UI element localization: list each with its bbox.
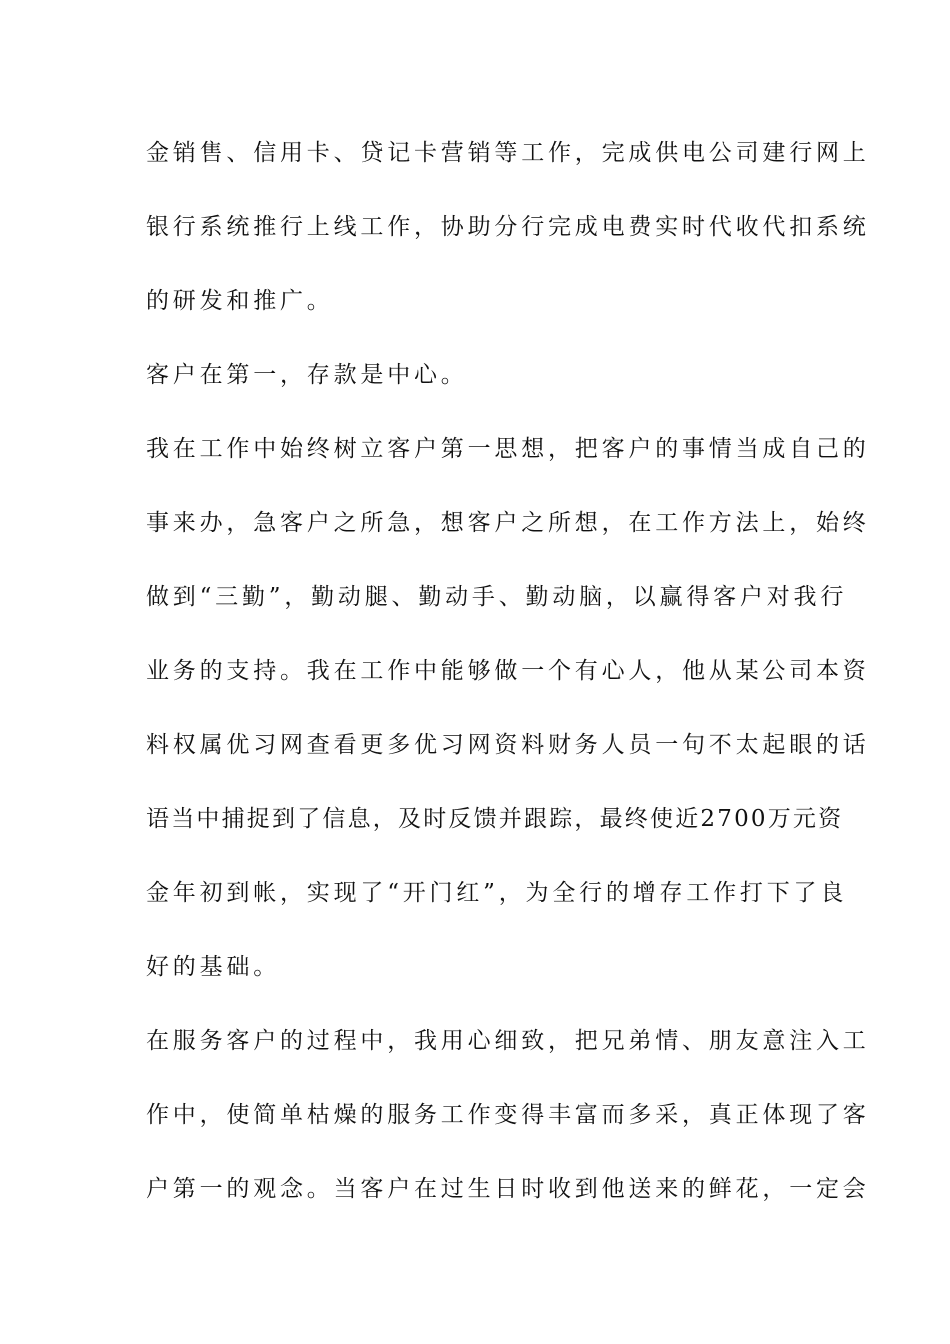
text-line: 金年初到帐，实现了“开门红”，为全行的增存工作打下了良 bbox=[146, 880, 848, 906]
text-line: 语当中捕捉到了信息，及时反馈并跟踪，最终使近2700万元资 bbox=[146, 806, 844, 832]
text-line: 好的基础。 bbox=[146, 954, 280, 980]
text-line: 作中，使简单枯燥的服务工作变得丰富而多采，真正体现了客 bbox=[146, 1102, 870, 1128]
text-line: 银行系统推行上线工作，协助分行完成电费实时代收代扣系统 bbox=[146, 214, 870, 240]
text-line: 在服务客户的过程中，我用心细致，把兄弟情、朋友意注入工 bbox=[146, 1028, 870, 1054]
text-line: 料权属优习网查看更多优习网资料财务人员一句不太起眼的话 bbox=[146, 732, 870, 758]
text-line: 我在工作中始终树立客户第一思想，把客户的事情当成自己的 bbox=[146, 436, 870, 462]
text-line: 金销售、信用卡、贷记卡营销等工作，完成供电公司建行网上 bbox=[146, 140, 870, 166]
text-line: 业务的支持。我在工作中能够做一个有心人，他从某公司本资 bbox=[146, 658, 870, 684]
text-line: 客户在第一，存款是中心。 bbox=[146, 362, 468, 388]
text-line: 的研发和推广。 bbox=[146, 288, 334, 314]
text-line: 事来办，急客户之所急，想客户之所想，在工作方法上，始终 bbox=[146, 510, 870, 536]
text-line: 做到“三勤”，勤动腿、勤动手、勤动脑，以赢得客户对我行 bbox=[146, 584, 848, 610]
text-line: 户第一的观念。当客户在过生日时收到他送来的鲜花，一定会 bbox=[146, 1176, 870, 1202]
